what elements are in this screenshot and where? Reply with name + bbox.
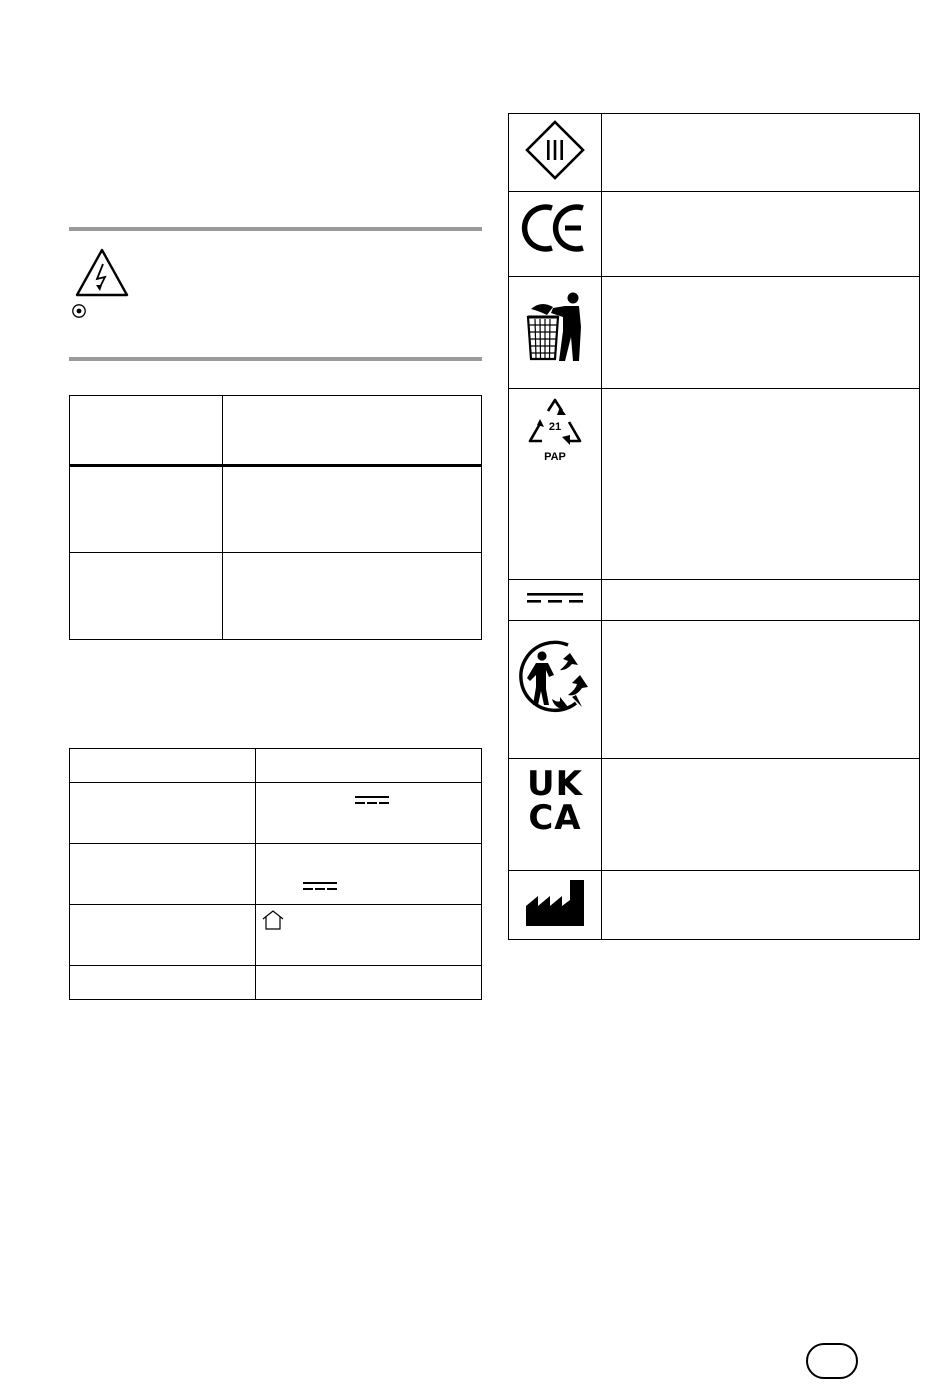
table-cell-value [256, 966, 482, 1000]
electric-shock-warning-icon [74, 247, 130, 299]
ukca-line-1: UK [527, 764, 583, 804]
symbol-row [509, 621, 920, 759]
symbol-row [509, 277, 920, 389]
symbol-description [602, 871, 920, 940]
indoor-house-icon [260, 909, 286, 931]
protection-class-iii-icon [523, 118, 587, 182]
ukca-mark-icon [523, 764, 587, 838]
symbol-row [509, 389, 920, 580]
table-cell-description [223, 466, 482, 553]
definition-table [69, 395, 482, 640]
direct-current-icon [355, 796, 389, 805]
symbol-description [602, 192, 920, 277]
table-cell-term [70, 396, 223, 466]
symbol-description [602, 580, 920, 621]
table-cell-label [70, 905, 256, 966]
middle-divider [69, 357, 482, 361]
symbol-description [602, 389, 920, 580]
table-cell-term [70, 553, 223, 640]
manufacturer-factory-icon [524, 878, 586, 928]
table-cell-value [256, 905, 482, 966]
symbol-row [509, 114, 920, 192]
symbol-row [509, 759, 920, 871]
top-divider [69, 227, 482, 231]
direct-current-icon [303, 882, 337, 891]
symbol-description [602, 114, 920, 192]
recycling-material: PAP [544, 451, 566, 463]
tidyman-bin-icon [525, 291, 585, 363]
ukca-line-2: CA [528, 798, 582, 838]
table-row [70, 553, 482, 640]
direct-current-icon [525, 591, 585, 605]
symbol-row [509, 580, 920, 621]
symbol-description [602, 759, 920, 871]
symbol-row [509, 871, 920, 940]
table-cell-label [70, 966, 256, 1000]
table-row [70, 783, 482, 844]
recycling-code: 21 [548, 421, 562, 433]
symbol-description [602, 277, 920, 389]
ce-mark-icon [521, 202, 589, 254]
table-cell-value [256, 844, 482, 905]
table-cell-value [256, 749, 482, 783]
symbol-table [508, 113, 920, 940]
language-page-badge [806, 1343, 858, 1379]
table-row [70, 905, 482, 966]
table-cell-description [223, 396, 482, 466]
table-row [70, 466, 482, 553]
table-cell-label [70, 783, 256, 844]
table-cell-term [70, 466, 223, 553]
triman-icon [516, 637, 594, 715]
technical-data-table [69, 748, 482, 1000]
recycling-pap-21-icon [524, 397, 586, 469]
table-row [70, 749, 482, 783]
circled-dot-icon [71, 303, 87, 319]
table-cell-description [223, 553, 482, 640]
symbol-row [509, 192, 920, 277]
table-row [70, 966, 482, 1000]
table-cell-value [256, 783, 482, 844]
table-cell-label [70, 844, 256, 905]
table-row [70, 844, 482, 905]
symbol-description [602, 621, 920, 759]
table-cell-label [70, 749, 256, 783]
table-row [70, 396, 482, 466]
